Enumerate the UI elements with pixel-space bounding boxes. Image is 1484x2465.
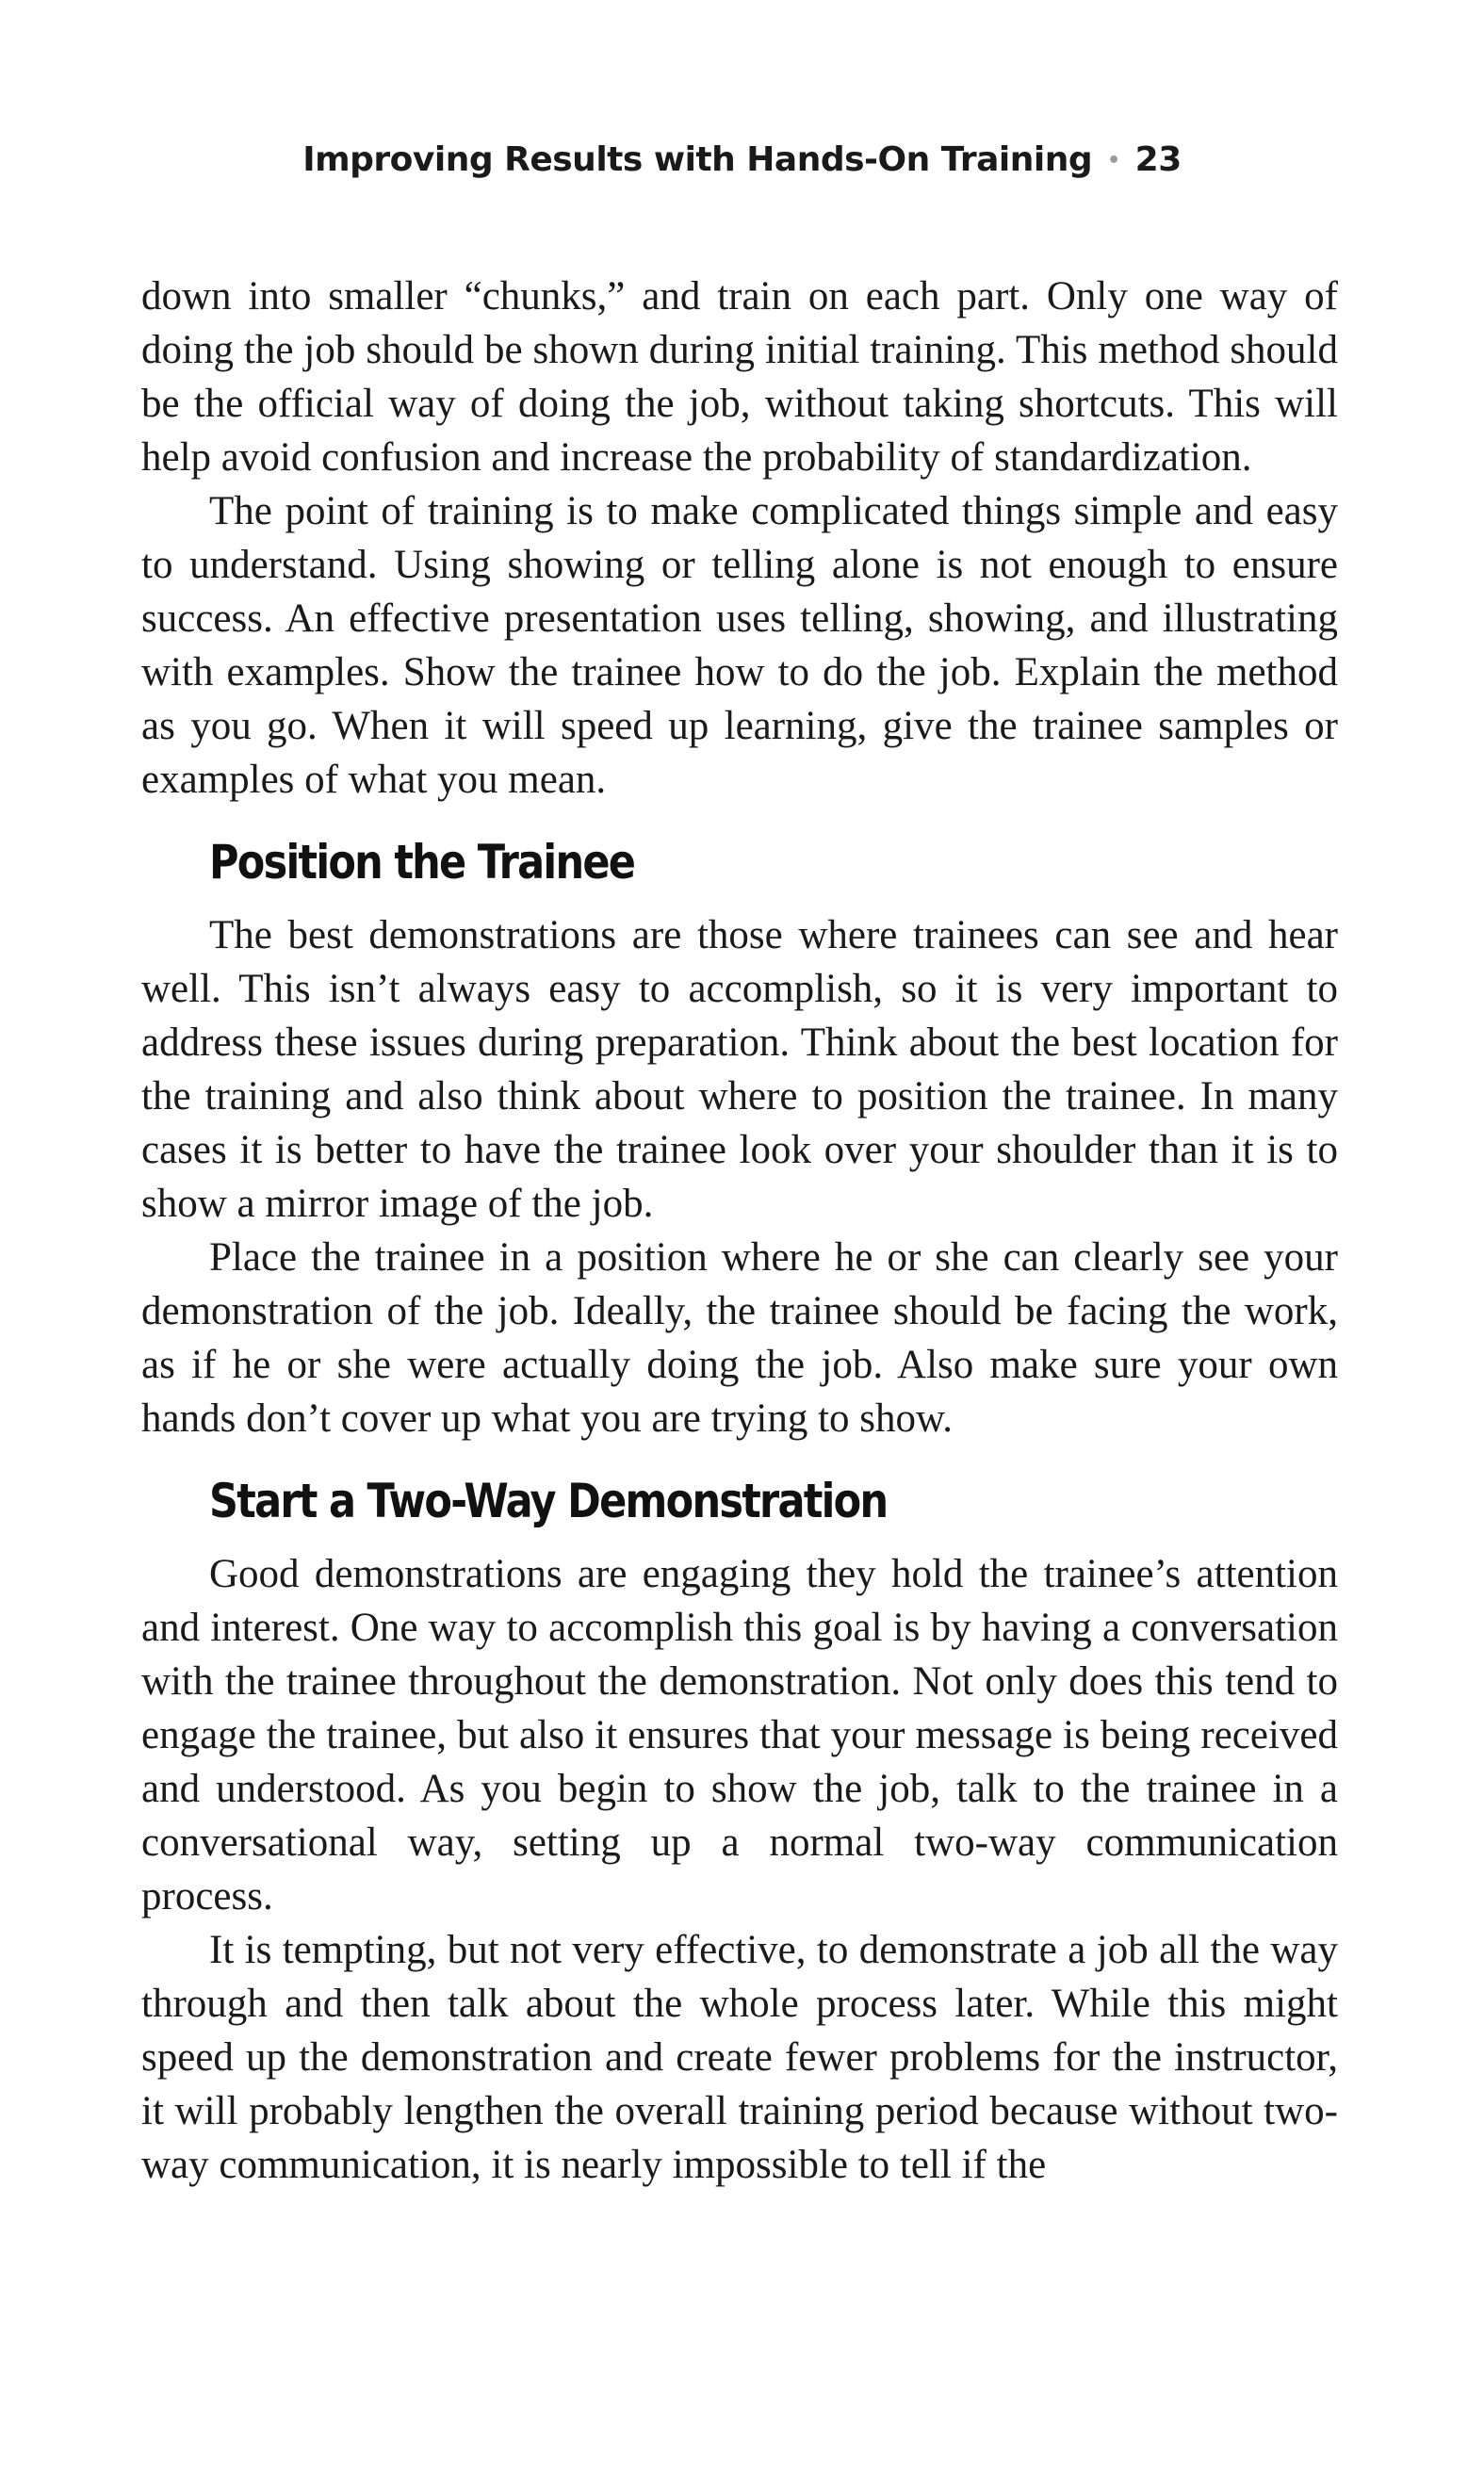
paragraph: Good demonstrations are engaging they hold the trainee’s attention and interest. One way to accomplish this goal is by having a conversation with the trainee throughout the demonstration. Not only does this tend to engage the trainee, but also it ensures that your message is being received and understood. As you begin to show the job, talk to the trainee in a conversational way, setting up a normal two-way communication process. <box>141 1552 1338 1918</box>
paragraph-continued: down into smaller “chunks,” and train on each part. Only one way of doing the job should be shown during initial training. This method should be the official way of doing the job, without taking shortcuts. This will help avoid confusion and increase the probability of standardization. <box>141 274 1338 480</box>
paragraph: It is tempting, but not very effective, to demonstrate a job all the way through and then talk about the whole process later. While this might speed up the demonstration and create fewer problems for the instructor, it will probably lengthen the overall training period because without two-way communication, it is nearly impossible to tell if the <box>141 1928 1338 2187</box>
section-heading-position-the-trainee: Position the Trainee <box>209 835 635 890</box>
body-text <box>141 269 1338 2192</box>
paragraph: Place the trainee in a position where he or she can clearly see your demonstration of the job. Ideally, the trainee should be facing the work, as if he or she were actually doing the job. Also make sure your own hands don’t cover up what you are trying to show. <box>141 1235 1338 1441</box>
running-head-title: Improving Results with Hands-On Training <box>302 140 1093 179</box>
paragraph: The best demonstrations are those where trainees can see and hear well. This isn’t always easy to accomplish, so it is very important to address these issues during preparation. Think about the best location for the training and also think about where to position the trainee. In many cases it is better to have the trainee look over your shoulder than it is to show a mirror image of the job. <box>141 913 1338 1226</box>
paragraph: The point of training is to make complicated things simple and easy to understand. Using showing or telling alone is not enough to ensure success. An effective presentation uses telling, showing, and illustrating with examples. Show the trainee how to do the job. Explain the method as you go. When it will speed up learning, give the trainee samples or examples of what you mean. <box>141 489 1338 802</box>
page-number: 23 <box>1134 140 1182 179</box>
section-heading-two-way-demonstration: Start a Two-Way Demonstration <box>209 1474 888 1528</box>
running-head <box>0 139 1484 182</box>
running-head-separator: • <box>1107 149 1120 172</box>
